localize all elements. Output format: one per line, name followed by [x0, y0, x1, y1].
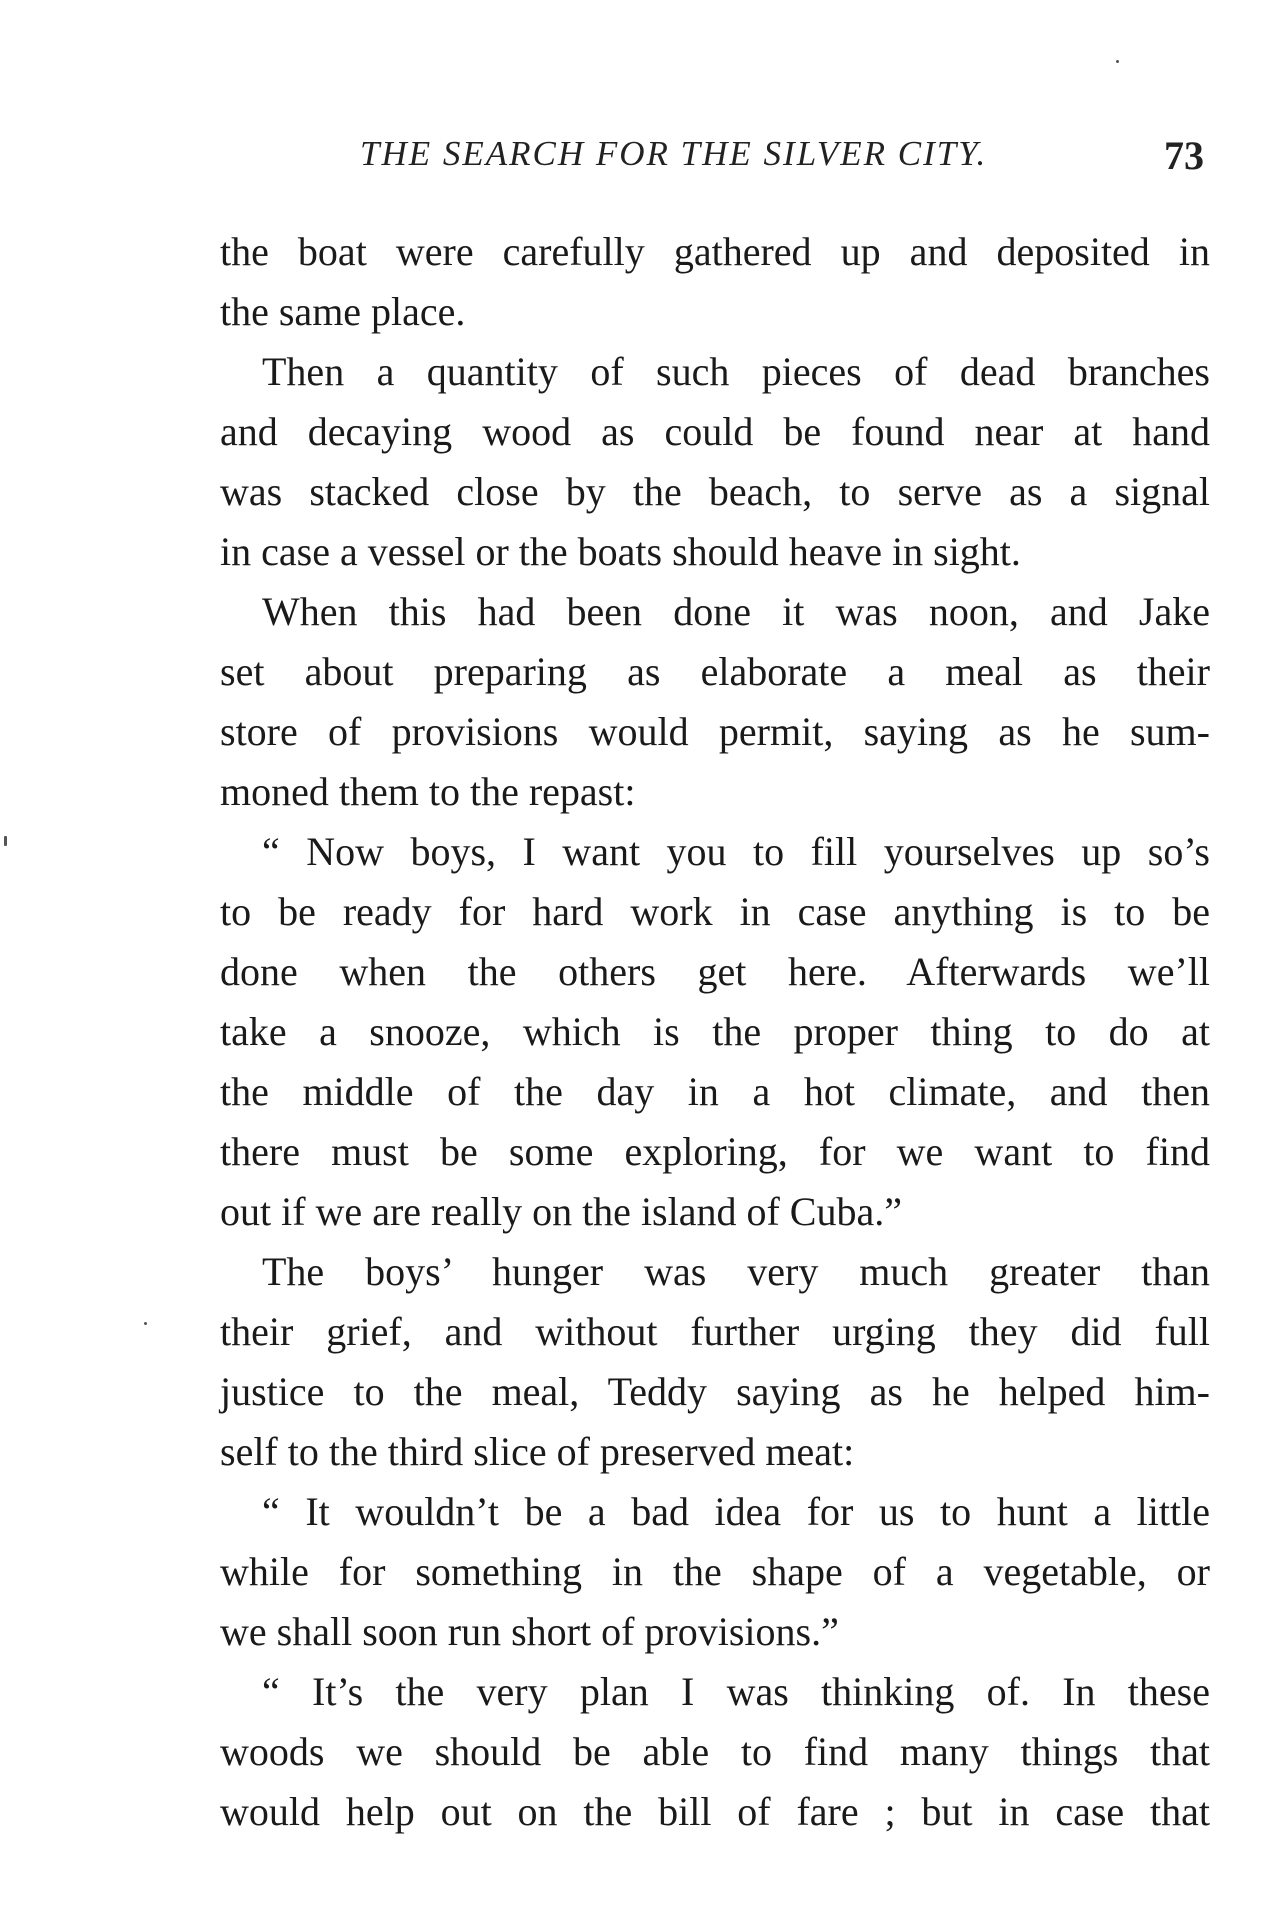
page-number: 73: [1164, 133, 1204, 178]
body-text: [220, 222, 1210, 1842]
text-line: woods we should be able to find many things that: [220, 1729, 1210, 1774]
text-line: moned them to the repast:: [220, 769, 636, 814]
text-line: When this had been done it was noon, and Jake: [262, 589, 1210, 634]
text-line: “ It wouldn’t be a bad idea for us to hunt a little: [262, 1489, 1210, 1534]
text-line: self to the third slice of preserved meat:: [220, 1429, 855, 1474]
text-line: the boat were carefully gathered up and deposited in: [220, 229, 1210, 274]
text-line: to be ready for hard work in case anything is to be: [220, 889, 1210, 934]
paragraph-4: [220, 822, 1210, 1242]
running-title: THE SEARCH FOR THE SILVER CITY.: [360, 134, 988, 173]
text-line: The boys’ hunger was very much greater than: [262, 1249, 1210, 1294]
scan-speck: [144, 1322, 147, 1325]
scan-speck: [1116, 60, 1119, 63]
text-line: set about preparing as elaborate a meal as their: [220, 649, 1210, 694]
paragraph-1: [220, 222, 1210, 342]
paragraph-5: [220, 1242, 1210, 1482]
text-line: out if we are really on the island of Cuba.”: [220, 1189, 902, 1234]
text-line: their grief, and without further urging they did full: [220, 1309, 1210, 1354]
text-line: while for something in the shape of a vegetable, or: [220, 1549, 1210, 1594]
text-line: “ Now boys, I want you to fill yourselves up so’s: [262, 829, 1210, 874]
text-line: there must be some exploring, for we want to find: [220, 1129, 1210, 1174]
text-line: done when the others get here. Afterwards we’ll: [220, 949, 1210, 994]
text-line: was stacked close by the beach, to serve as a signal: [220, 469, 1210, 514]
text-line: we shall soon run short of provisions.”: [220, 1609, 839, 1654]
text-line: store of provisions would permit, saying as he sum-: [220, 709, 1210, 754]
text-line: take a snooze, which is the proper thing to do at: [220, 1009, 1210, 1054]
paragraph-6: [220, 1482, 1210, 1662]
text-line: Then a quantity of such pieces of dead branches: [262, 349, 1210, 394]
running-head: [220, 126, 1212, 186]
text-line: in case a vessel or the boats should heave in sight.: [220, 529, 1021, 574]
paragraph-3: [220, 582, 1210, 822]
text-line: and decaying wood as could be found near at hand: [220, 409, 1210, 454]
text-line: would help out on the bill of fare ; but in case that: [220, 1789, 1210, 1834]
text-line: justice to the meal, Teddy saying as he helped him-: [220, 1369, 1210, 1414]
text-line: “ It’s the very plan I was thinking of. In these: [262, 1669, 1210, 1714]
paragraph-7: [220, 1662, 1210, 1842]
paragraph-2: [220, 342, 1210, 582]
text-line: the middle of the day in a hot climate, and then: [220, 1069, 1210, 1114]
scan-speck: [4, 836, 7, 846]
text-line: the same place.: [220, 289, 466, 334]
